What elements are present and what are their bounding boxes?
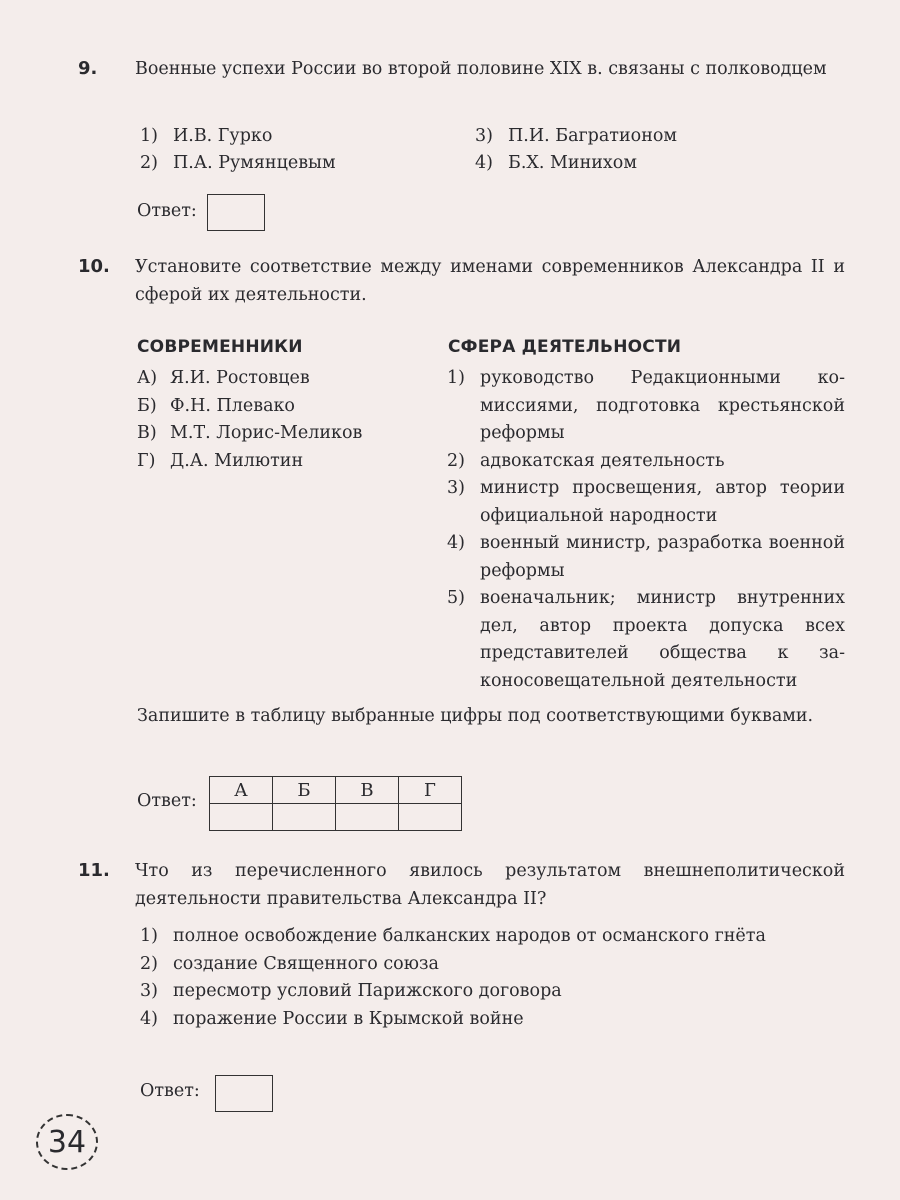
option-number: 2)	[140, 953, 158, 974]
column-header-g: Г	[399, 777, 462, 804]
contemporaries-list	[137, 365, 437, 475]
question-11-number: 11.	[78, 860, 110, 881]
table-answer-row	[210, 804, 462, 831]
item-text: военачальник; министр внутренних дел, автор проекта допуска всех представителей общества к законосовещательной деятельности	[480, 588, 845, 691]
option-text: И.В. Гурко	[173, 126, 273, 146]
answer-cell-a[interactable]	[210, 804, 273, 831]
answer-cell-b[interactable]	[273, 804, 336, 831]
item-letter: В)	[137, 423, 157, 443]
q11-option-2	[140, 951, 850, 979]
item-number: 2)	[447, 450, 465, 471]
q9-option-3	[475, 123, 677, 151]
item-text: М.Т. Лорис-Меликов	[170, 423, 363, 443]
question-10-text: Установите соответствие между именами современников Александра II и сферой их деятельности.	[135, 257, 845, 305]
option-text: Б.Х. Минихом	[508, 153, 637, 173]
column-header-b: Б	[273, 777, 336, 804]
item-text: военный министр, разработка военной реформы	[480, 533, 845, 581]
q11-answer-label: Ответ:	[140, 1081, 200, 1101]
q9-answer-box[interactable]	[207, 194, 265, 231]
activity-list	[447, 365, 845, 695]
item-number: 1)	[447, 368, 465, 388]
q9-answer-label: Ответ:	[137, 201, 197, 221]
contemporary-item	[137, 448, 437, 476]
column-header-v: В	[336, 777, 399, 804]
item-number: 3)	[447, 478, 465, 498]
option-text: П.А. Румянцевым	[173, 153, 336, 173]
option-text: полное освобождение балканских народов от османского гнёта	[173, 926, 766, 946]
item-text: Я.И. Ростовцев	[170, 368, 310, 388]
question-9-number: 9.	[78, 58, 98, 79]
question-9-text: Военные успехи России во второй половине XIX в. связаны с полководцем	[135, 59, 827, 79]
option-text: П.И. Багратионом	[508, 126, 678, 146]
item-text: адвокатская деятельность	[480, 450, 725, 471]
contemporary-item	[137, 393, 437, 421]
option-number: 4)	[140, 1008, 158, 1029]
item-letter: Б)	[137, 395, 157, 416]
activity-item	[447, 475, 845, 530]
left-column-header: СОВРЕМЕННИКИ	[137, 337, 303, 357]
right-column-header: СФЕРА ДЕЯТЕЛЬНОСТИ	[448, 337, 682, 357]
activity-item	[447, 448, 845, 476]
item-text: Д.А. Милютин	[170, 450, 304, 471]
option-number: 3)	[475, 126, 493, 146]
option-text: создание Священного союза	[173, 953, 439, 974]
option-number: 3)	[140, 981, 158, 1001]
q10-instruction: Запишите в таблицу выбранные цифры под соответствующими буквами.	[137, 706, 814, 726]
q11-option-1	[140, 923, 850, 951]
contemporary-item	[137, 365, 437, 393]
page-number: 34	[36, 1114, 98, 1170]
item-text: руководство Редакционными комиссиями, подготовка крестьянской реформы	[480, 368, 845, 443]
table-header-row	[210, 777, 462, 804]
item-number: 5)	[447, 588, 465, 608]
question-10-number: 10.	[78, 256, 110, 277]
answer-cell-v[interactable]	[336, 804, 399, 831]
q11-option-3	[140, 978, 850, 1006]
activity-item	[447, 365, 845, 448]
option-number: 1)	[140, 126, 158, 146]
q11-answer-box[interactable]	[215, 1075, 273, 1112]
activity-item	[447, 530, 845, 585]
q9-option-2	[140, 150, 336, 178]
q10-answer-label: Ответ:	[137, 791, 197, 811]
item-letter: Г)	[137, 450, 156, 471]
option-text: пересмотр условий Парижского договора	[173, 981, 562, 1001]
option-text: поражение России в Крымской войне	[173, 1008, 524, 1029]
answer-cell-g[interactable]	[399, 804, 462, 831]
column-header-a: А	[210, 777, 273, 804]
question-11-text: Что из перечисленного явилось результатом внешнеполитической деятельности правительства Александра II?	[135, 861, 845, 909]
option-number: 4)	[475, 153, 493, 173]
item-text: Ф.Н. Плевако	[170, 395, 295, 416]
contemporary-item	[137, 420, 437, 448]
item-letter: А)	[137, 368, 158, 388]
q11-options	[140, 923, 850, 1033]
activity-item	[447, 585, 845, 695]
q9-option-4	[475, 150, 637, 178]
item-text: министр просвещения, автор теории официальной народности	[480, 478, 845, 526]
item-number: 4)	[447, 533, 465, 553]
q11-option-4	[140, 1006, 850, 1034]
option-number: 1)	[140, 926, 158, 946]
q10-answer-table	[209, 776, 462, 831]
q9-option-1	[140, 123, 272, 151]
option-number: 2)	[140, 153, 158, 173]
